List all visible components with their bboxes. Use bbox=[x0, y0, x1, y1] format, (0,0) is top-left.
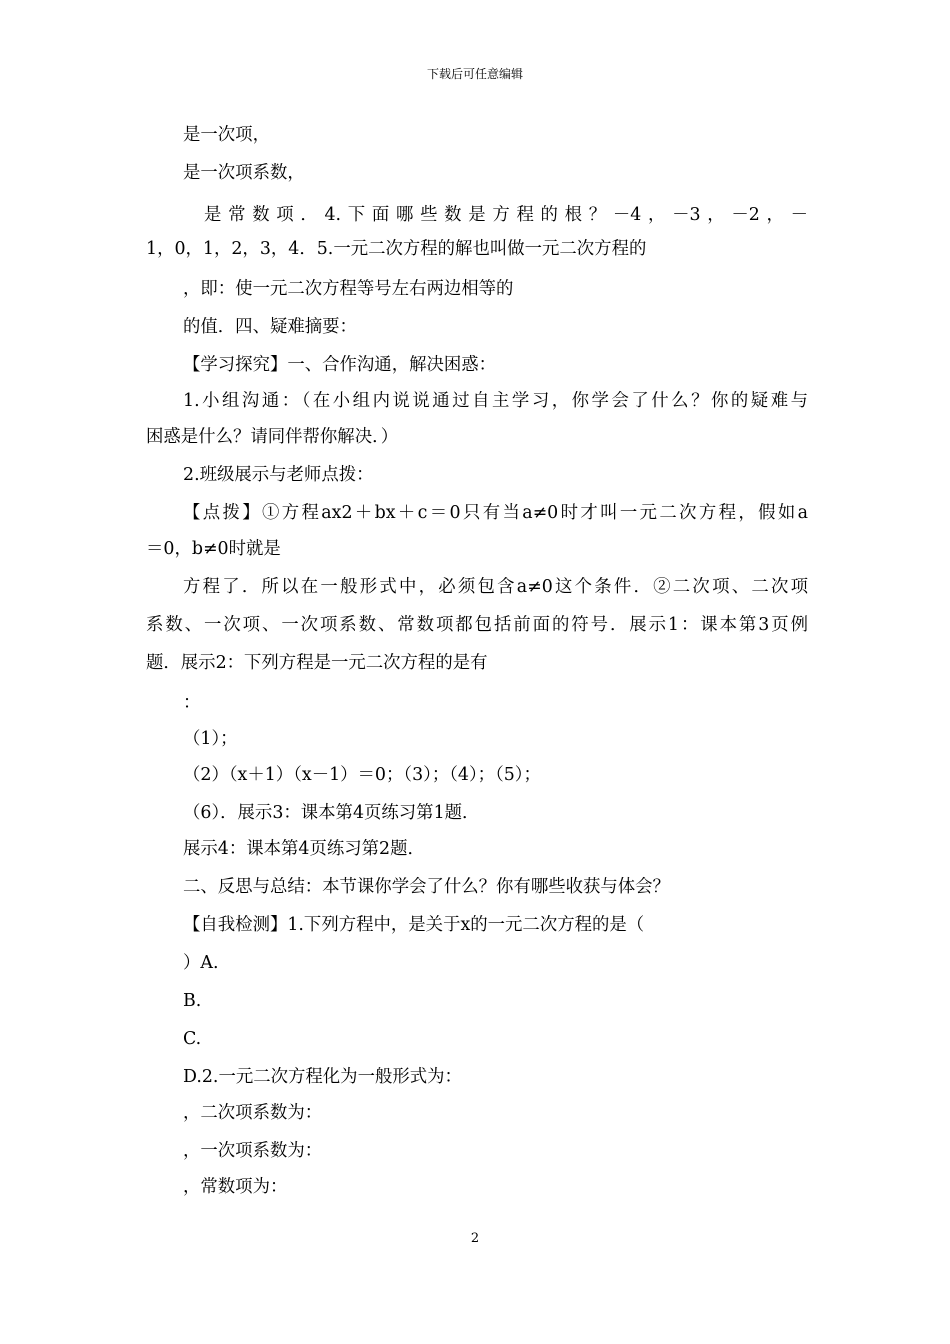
text-line: 系数、一次项、一次项系数、常数项都包括前面的符号．展示1：课本第3页例 bbox=[146, 615, 808, 635]
text-line: 的值．四、疑难摘要： bbox=[183, 317, 357, 337]
text-line: ，一次项系数为： bbox=[183, 1141, 323, 1161]
text-line: 方程了．所以在一般形式中，必须包含a≠0这个条件．②二次项、二次项 bbox=[183, 577, 808, 597]
text-line: 是常数项．4.下面哪些数是方程的根？－4，－3，－2，－ bbox=[204, 205, 808, 225]
text-line: 是一次项， bbox=[183, 125, 270, 145]
text-line: 1.小组沟通：（在小组内说说通过自主学习，你学会了什么？你的疑难与 bbox=[183, 391, 808, 411]
text-line: 困惑是什么？请同伴帮你解决．） bbox=[146, 427, 399, 447]
text-line: 【学习探究】一、合作沟通，解决困惑： bbox=[183, 355, 497, 375]
text-line: 题．展示2：下列方程是一元二次方程的是有 bbox=[146, 653, 488, 673]
text-line: 展示4：课本第4页练习第2题． bbox=[183, 839, 425, 859]
text-line: ，即：使一元二次方程等号左右两边相等的 bbox=[183, 279, 514, 299]
text-line: （1）； bbox=[183, 729, 238, 749]
text-line: 1，0，1，2，3，4．5.一元二次方程的解也叫做一元二次方程的 bbox=[146, 239, 647, 259]
page-number: 2 bbox=[470, 1231, 480, 1246]
text-line: B. bbox=[183, 991, 202, 1011]
text-line: （6）．展示3：课本第4页练习第1题． bbox=[183, 803, 480, 823]
text-line: D.2.一元二次方程化为一般形式为： bbox=[183, 1067, 462, 1087]
text-line: 二、反思与总结：本节课你学会了什么？你有哪些收获与体会？ bbox=[183, 877, 670, 897]
text-line: 【自我检测】1.下列方程中，是关于x的一元二次方程的是（ bbox=[183, 915, 645, 935]
text-line: （2）（x＋1）（x－1）＝0；（3）；（4）；（5）； bbox=[183, 765, 541, 785]
text-line: ： bbox=[183, 693, 201, 713]
text-line: ，二次项系数为： bbox=[183, 1103, 323, 1123]
text-line: ）A. bbox=[183, 953, 219, 973]
text-line: 2.班级展示与老师点拨： bbox=[183, 465, 374, 485]
text-line: C. bbox=[183, 1029, 202, 1049]
text-line: 【点拨】①方程ax2＋bx＋c＝0只有当a≠0时才叫一元二次方程，假如a bbox=[183, 503, 808, 523]
page-header: 下载后可任意编辑 bbox=[426, 67, 523, 81]
text-line: ＝0，b≠0时就是 bbox=[146, 539, 281, 559]
text-line: ，常数项为： bbox=[183, 1177, 288, 1197]
text-line: 是一次项系数， bbox=[183, 163, 305, 183]
